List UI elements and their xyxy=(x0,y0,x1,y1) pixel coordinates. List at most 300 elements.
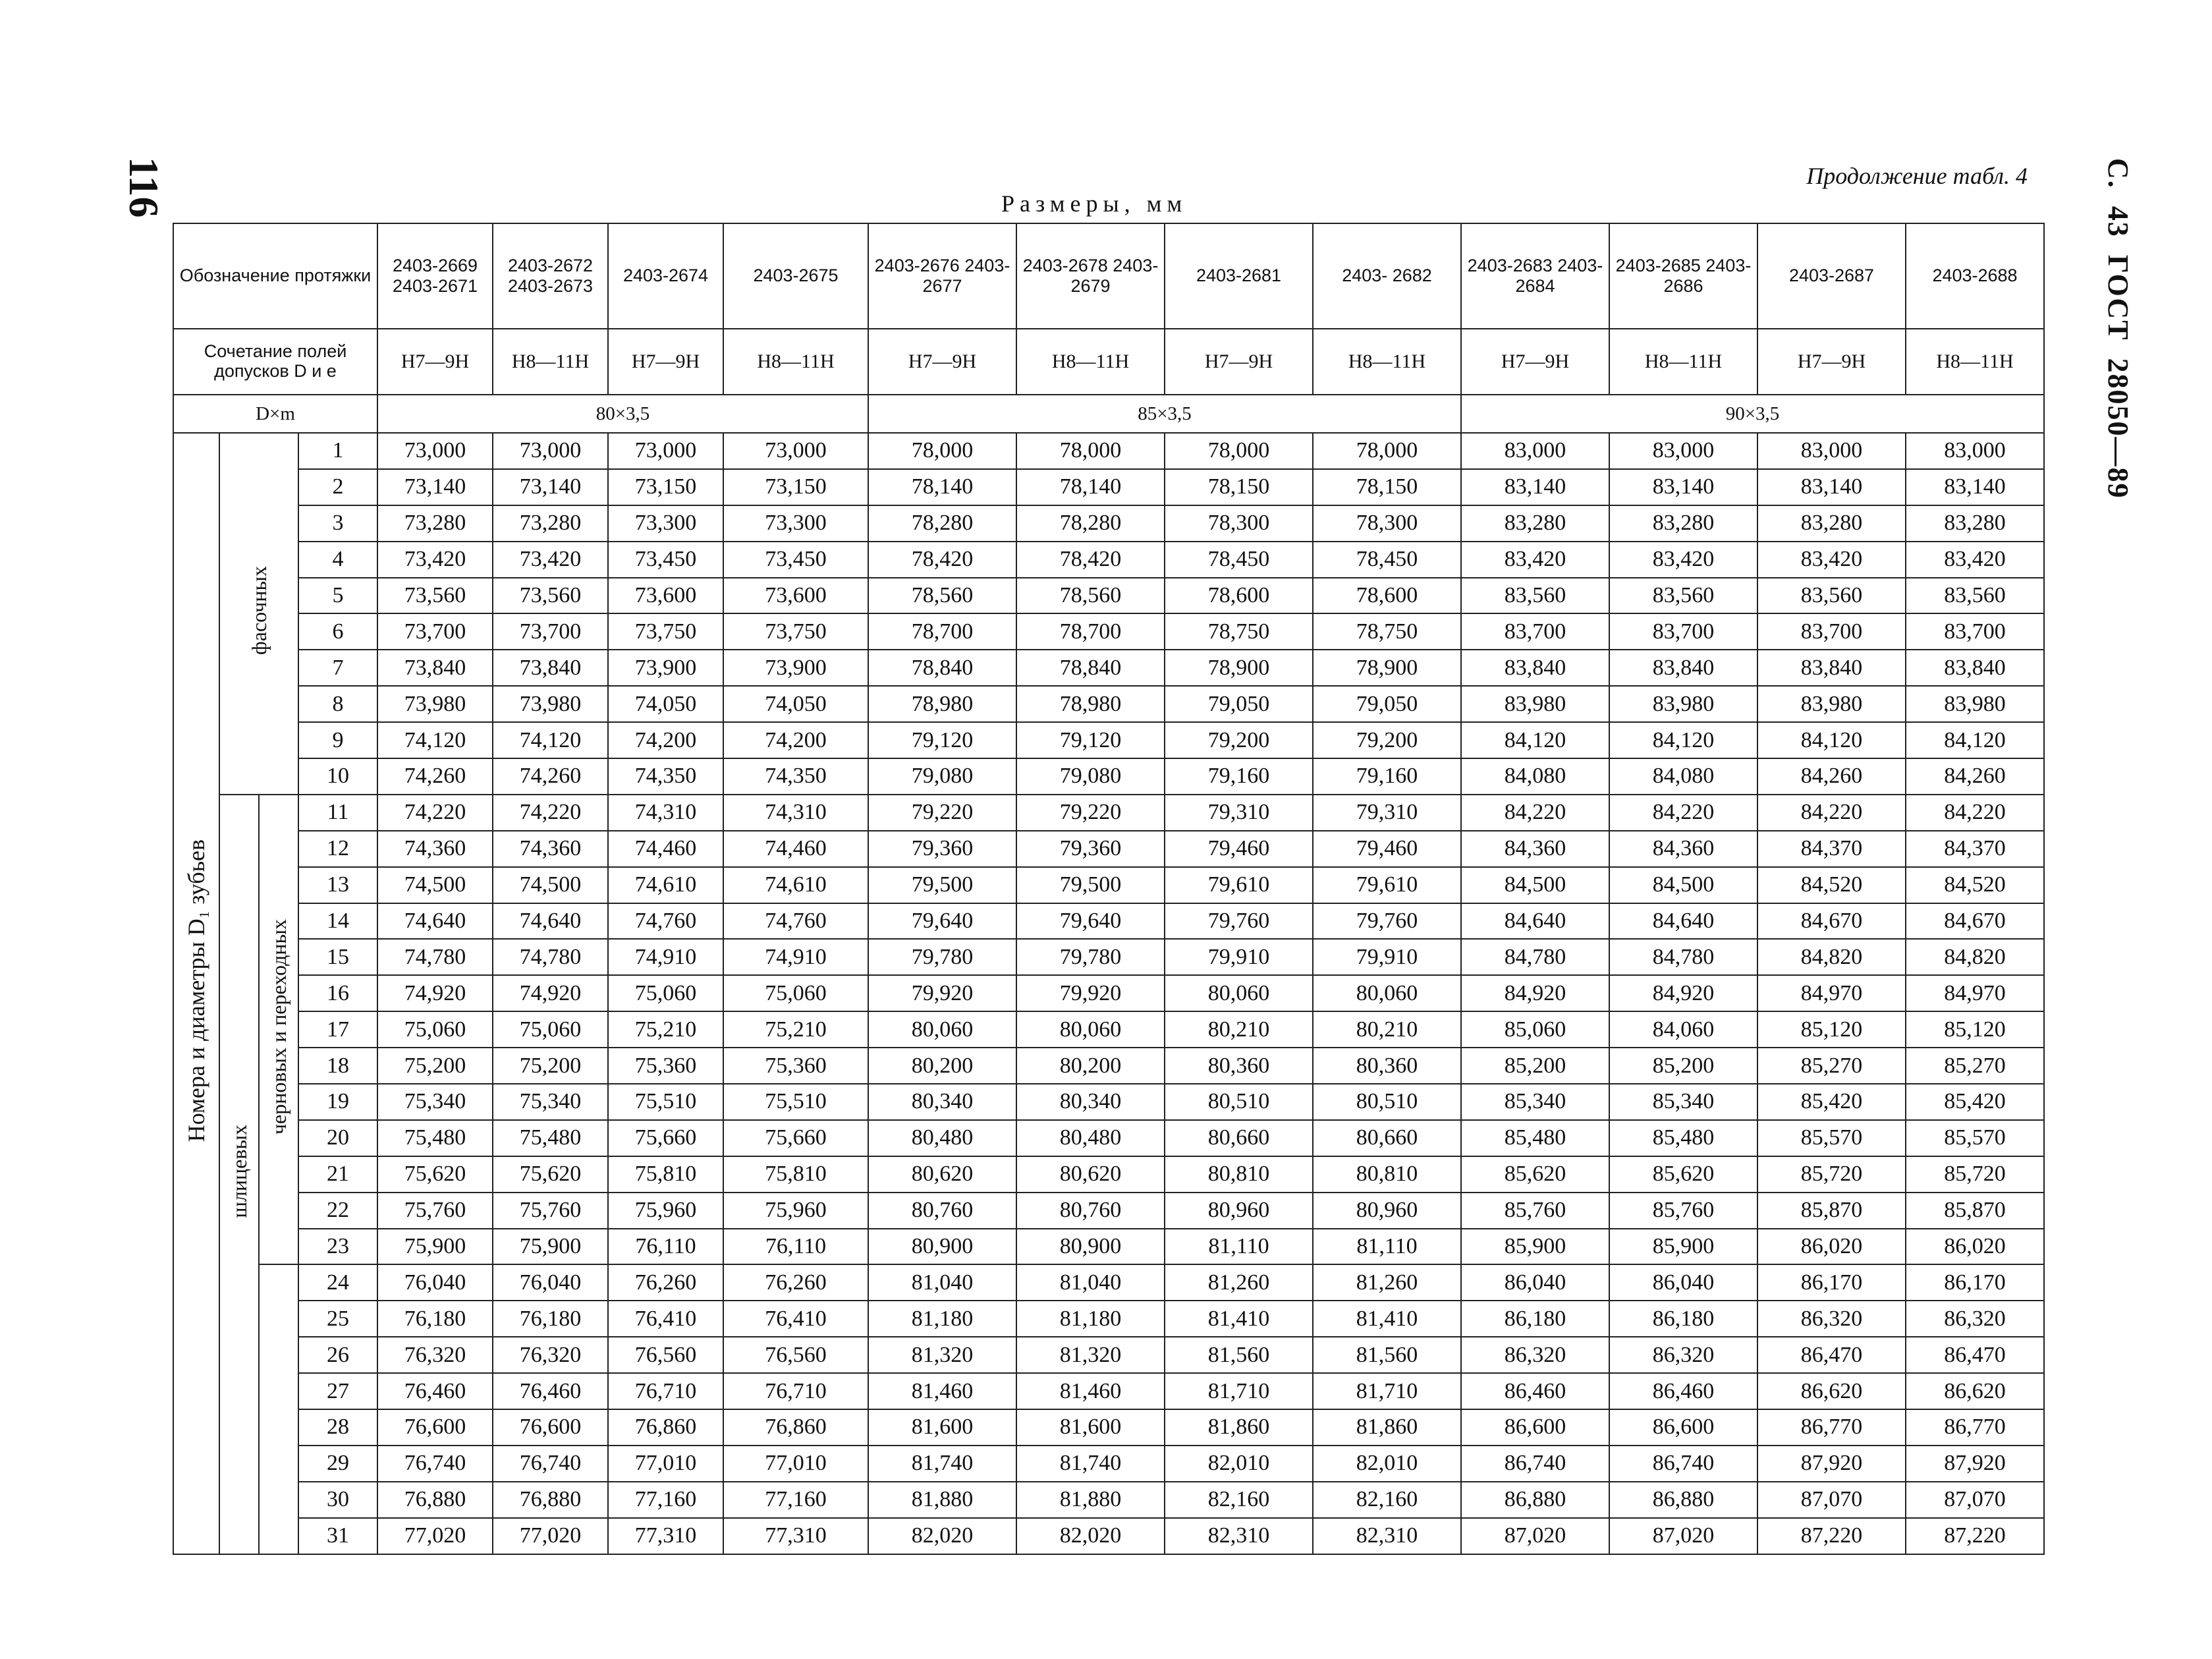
diameter-cell: 74,760 xyxy=(608,903,723,940)
diameter-cell: 82,310 xyxy=(1165,1518,1313,1554)
table-row xyxy=(173,1084,2044,1120)
diameter-cell: 73,000 xyxy=(377,433,493,469)
diameter-cell: 73,300 xyxy=(608,505,723,542)
diameter-cell: 74,050 xyxy=(723,686,868,722)
diameter-cell: 76,880 xyxy=(377,1482,493,1518)
diameter-cell: 78,140 xyxy=(868,469,1016,505)
diameter-cell: 80,660 xyxy=(1313,1120,1461,1156)
diameter-cell: 73,900 xyxy=(608,650,723,686)
diameter-cell: 75,060 xyxy=(493,1011,608,1048)
diameter-cell: 86,040 xyxy=(1609,1264,1757,1301)
rows-label-main-text: Номера и диаметры D₁ зубьев xyxy=(183,839,209,1142)
diameter-cell: 76,180 xyxy=(377,1301,493,1337)
diameter-cell: 84,970 xyxy=(1906,975,2044,1011)
diameter-cell: 74,350 xyxy=(608,758,723,795)
diameter-cell: 84,820 xyxy=(1906,939,2044,975)
diameter-cell: 74,200 xyxy=(608,722,723,758)
diameter-cell: 74,500 xyxy=(493,867,608,903)
diameter-cell: 74,260 xyxy=(493,758,608,795)
diameter-cell: 73,450 xyxy=(608,542,723,578)
diameter-cell: 79,310 xyxy=(1313,795,1461,831)
table-row xyxy=(173,1409,2044,1446)
tooth-number: 27 xyxy=(298,1373,377,1409)
diameter-cell: 83,840 xyxy=(1609,650,1757,686)
diameter-cell: 80,510 xyxy=(1313,1084,1461,1120)
diameter-cell: 80,960 xyxy=(1313,1193,1461,1229)
diameter-cell: 73,420 xyxy=(493,542,608,578)
diameter-cell: 75,760 xyxy=(377,1193,493,1229)
column-designation: 2403-2672 2403-2673 xyxy=(493,223,608,329)
diameter-cell: 80,360 xyxy=(1313,1048,1461,1084)
diameter-cell: 78,900 xyxy=(1165,650,1313,686)
diameter-cell: 84,120 xyxy=(1757,722,1906,758)
diameter-cell: 86,180 xyxy=(1609,1301,1757,1337)
table-row xyxy=(173,1373,2044,1409)
diameter-cell: 74,360 xyxy=(377,831,493,867)
diameter-cell: 80,200 xyxy=(868,1048,1016,1084)
diameter-cell: 74,050 xyxy=(608,686,723,722)
diameter-cell: 73,450 xyxy=(723,542,868,578)
diameter-cell: 79,360 xyxy=(1016,831,1165,867)
diameter-cell: 73,280 xyxy=(493,505,608,542)
column-tolerance: H8—11H xyxy=(1313,329,1461,395)
tooth-number: 23 xyxy=(298,1229,377,1265)
rows-label-splined xyxy=(219,795,259,1554)
diameter-cell: 83,140 xyxy=(1609,469,1757,505)
diameter-cell: 74,120 xyxy=(377,722,493,758)
diameter-cell: 76,410 xyxy=(723,1301,868,1337)
diameter-cell: 73,600 xyxy=(608,578,723,614)
diameter-cell: 81,110 xyxy=(1165,1229,1313,1265)
diameter-cell: 80,060 xyxy=(1016,1011,1165,1048)
diameter-cell: 85,870 xyxy=(1757,1193,1906,1229)
tooth-number: 20 xyxy=(298,1120,377,1156)
tooth-number: 2 xyxy=(298,469,377,505)
diameter-cell: 74,120 xyxy=(493,722,608,758)
diameter-cell: 75,060 xyxy=(377,1011,493,1048)
diameter-cell: 85,900 xyxy=(1609,1229,1757,1265)
diameter-cell: 83,840 xyxy=(1757,650,1906,686)
diameter-cell: 85,420 xyxy=(1906,1084,2044,1120)
rows-label-chamfer xyxy=(219,433,298,795)
column-designation: 2403-2674 xyxy=(608,223,723,329)
designation-label: Обозначение протяжки xyxy=(173,223,377,329)
diameter-cell: 85,900 xyxy=(1461,1229,1609,1265)
diameter-cell: 78,600 xyxy=(1313,578,1461,614)
diameter-cell: 87,070 xyxy=(1906,1482,2044,1518)
diameter-cell: 74,760 xyxy=(723,903,868,940)
diameter-cell: 83,140 xyxy=(1461,469,1609,505)
diameter-cell: 83,700 xyxy=(1757,613,1906,650)
diameter-cell: 86,620 xyxy=(1906,1373,2044,1409)
diameter-cell: 84,360 xyxy=(1609,831,1757,867)
diameter-cell: 87,070 xyxy=(1757,1482,1906,1518)
diameter-cell: 83,840 xyxy=(1461,650,1609,686)
diameter-cell: 86,460 xyxy=(1609,1373,1757,1409)
diameter-cell: 86,180 xyxy=(1461,1301,1609,1337)
diameter-cell: 83,140 xyxy=(1906,469,2044,505)
diameter-cell: 74,920 xyxy=(493,975,608,1011)
diameter-cell: 83,420 xyxy=(1461,542,1609,578)
diameter-cell: 74,610 xyxy=(723,867,868,903)
diameter-cell: 73,000 xyxy=(723,433,868,469)
diameter-cell: 79,080 xyxy=(1016,758,1165,795)
diameter-cell: 78,750 xyxy=(1165,613,1313,650)
diameter-cell: 76,320 xyxy=(377,1337,493,1373)
diameter-cell: 79,920 xyxy=(1016,975,1165,1011)
diameter-cell: 75,660 xyxy=(723,1120,868,1156)
diameter-cell: 78,000 xyxy=(1165,433,1313,469)
diameter-cell: 83,280 xyxy=(1757,505,1906,542)
table-row xyxy=(173,831,2044,867)
diameter-cell: 79,080 xyxy=(868,758,1016,795)
diameter-cell: 83,980 xyxy=(1757,686,1906,722)
diameter-cell: 79,640 xyxy=(1016,903,1165,940)
diameter-cell: 73,750 xyxy=(723,613,868,650)
diameter-cell: 79,920 xyxy=(868,975,1016,1011)
diameter-cell: 80,810 xyxy=(1313,1156,1461,1193)
diameter-cell: 85,340 xyxy=(1461,1084,1609,1120)
tooth-number: 13 xyxy=(298,867,377,903)
diameter-cell: 76,600 xyxy=(377,1409,493,1446)
column-designation: 2403-2687 xyxy=(1757,223,1906,329)
diameter-cell: 76,860 xyxy=(608,1409,723,1446)
tooth-number: 24 xyxy=(298,1264,377,1301)
rows-label-rough-text: черновых и переходных xyxy=(266,918,290,1135)
diameter-cell: 86,320 xyxy=(1461,1337,1609,1373)
table-row xyxy=(173,1120,2044,1156)
diameter-cell: 83,560 xyxy=(1461,578,1609,614)
table-row xyxy=(173,1156,2044,1193)
diameter-cell: 75,620 xyxy=(377,1156,493,1193)
table-row xyxy=(173,542,2044,578)
diameter-cell: 73,750 xyxy=(608,613,723,650)
tooth-number: 26 xyxy=(298,1337,377,1373)
diameter-cell: 79,500 xyxy=(1016,867,1165,903)
diameter-cell: 75,960 xyxy=(723,1193,868,1229)
diameter-cell: 78,420 xyxy=(868,542,1016,578)
diameter-cell: 81,560 xyxy=(1165,1337,1313,1373)
column-designation: 2403-2678 2403-2679 xyxy=(1016,223,1165,329)
diameter-cell: 81,460 xyxy=(1016,1373,1165,1409)
tooth-number: 4 xyxy=(298,542,377,578)
diameter-cell: 84,370 xyxy=(1906,831,2044,867)
diameter-cell: 75,810 xyxy=(608,1156,723,1193)
rows-label-rough xyxy=(259,795,298,1265)
diameter-cell: 84,780 xyxy=(1609,939,1757,975)
diameter-cell: 80,620 xyxy=(1016,1156,1165,1193)
diameter-cell: 84,670 xyxy=(1906,903,2044,940)
diameter-cell: 73,700 xyxy=(493,613,608,650)
diameter-cell: 79,160 xyxy=(1165,758,1313,795)
diameter-cell: 82,160 xyxy=(1165,1482,1313,1518)
diameter-cell: 79,760 xyxy=(1313,903,1461,940)
diameter-cell: 78,980 xyxy=(868,686,1016,722)
column-designation: 2403-2685 2403-2686 xyxy=(1609,223,1757,329)
diameter-cell: 84,360 xyxy=(1461,831,1609,867)
table-row xyxy=(173,1229,2044,1265)
diameter-cell: 77,020 xyxy=(493,1518,608,1554)
diameter-cell: 73,150 xyxy=(608,469,723,505)
tooth-number: 9 xyxy=(298,722,377,758)
diameter-cell: 84,820 xyxy=(1757,939,1906,975)
diameter-cell: 83,700 xyxy=(1461,613,1609,650)
diameter-cell: 81,600 xyxy=(1016,1409,1165,1446)
diameter-cell: 84,220 xyxy=(1906,795,2044,831)
diameter-cell: 80,760 xyxy=(1016,1193,1165,1229)
diameter-cell: 81,180 xyxy=(1016,1301,1165,1337)
diameter-cell: 85,420 xyxy=(1757,1084,1906,1120)
diameter-cell: 85,120 xyxy=(1757,1011,1906,1048)
diameter-cell: 77,310 xyxy=(723,1518,868,1554)
diameter-cell: 86,460 xyxy=(1461,1373,1609,1409)
diameter-cell: 78,700 xyxy=(1016,613,1165,650)
diameter-cell: 74,310 xyxy=(608,795,723,831)
diameter-cell: 80,210 xyxy=(1313,1011,1461,1048)
diameter-cell: 79,460 xyxy=(1165,831,1313,867)
diameter-cell: 84,640 xyxy=(1609,903,1757,940)
diameter-cell: 86,740 xyxy=(1609,1446,1757,1482)
diameter-cell: 75,340 xyxy=(493,1084,608,1120)
diameter-cell: 76,410 xyxy=(608,1301,723,1337)
diameter-cell: 76,710 xyxy=(723,1373,868,1409)
table-row xyxy=(173,578,2044,614)
diameter-cell: 75,510 xyxy=(723,1084,868,1120)
diameter-cell: 79,220 xyxy=(1016,795,1165,831)
diameter-cell: 83,000 xyxy=(1609,433,1757,469)
diameter-cell: 78,450 xyxy=(1165,542,1313,578)
diameter-cell: 73,560 xyxy=(377,578,493,614)
tooth-number: 21 xyxy=(298,1156,377,1193)
diameter-cell: 74,780 xyxy=(493,939,608,975)
column-designation: 2403-2676 2403-2677 xyxy=(868,223,1016,329)
diameter-cell: 77,010 xyxy=(608,1446,723,1482)
diameter-cell: 76,600 xyxy=(493,1409,608,1446)
diameter-cell: 86,170 xyxy=(1757,1264,1906,1301)
diameter-cell: 80,760 xyxy=(868,1193,1016,1229)
diameter-cell: 81,260 xyxy=(1313,1264,1461,1301)
rows-label-main xyxy=(173,433,219,1554)
diameter-cell: 74,910 xyxy=(723,939,868,975)
diameter-cell: 78,300 xyxy=(1165,505,1313,542)
diameter-cell: 87,020 xyxy=(1461,1518,1609,1554)
diameter-cell: 87,220 xyxy=(1906,1518,2044,1554)
diameter-cell: 81,860 xyxy=(1313,1409,1461,1446)
diameter-cell: 87,020 xyxy=(1609,1518,1757,1554)
diameter-cell: 74,910 xyxy=(608,939,723,975)
tooth-number: 25 xyxy=(298,1301,377,1337)
tooth-number: 15 xyxy=(298,939,377,975)
diameter-cell: 77,160 xyxy=(608,1482,723,1518)
diameter-cell: 83,700 xyxy=(1609,613,1757,650)
diameter-cell: 79,220 xyxy=(868,795,1016,831)
diameter-cell: 73,150 xyxy=(723,469,868,505)
column-tolerance: H7—9H xyxy=(1461,329,1609,395)
table-row xyxy=(173,686,2044,722)
table-row xyxy=(173,975,2044,1011)
diameter-cell: 75,060 xyxy=(723,975,868,1011)
diameter-cell: 83,420 xyxy=(1906,542,2044,578)
diameter-cell: 76,460 xyxy=(377,1373,493,1409)
tooth-number: 28 xyxy=(298,1409,377,1446)
diameter-cell: 81,110 xyxy=(1313,1229,1461,1265)
diameter-cell: 78,140 xyxy=(1016,469,1165,505)
diameter-cell: 83,980 xyxy=(1609,686,1757,722)
diameter-cell: 78,150 xyxy=(1313,469,1461,505)
diameter-cell: 83,560 xyxy=(1609,578,1757,614)
diameter-cell: 75,360 xyxy=(608,1048,723,1084)
diameter-cell: 75,660 xyxy=(608,1120,723,1156)
diameter-cell: 80,900 xyxy=(868,1229,1016,1265)
diameter-cell: 76,710 xyxy=(608,1373,723,1409)
diameter-cell: 73,700 xyxy=(377,613,493,650)
diameter-cell: 78,280 xyxy=(868,505,1016,542)
diameter-cell: 78,450 xyxy=(1313,542,1461,578)
diameter-cell: 87,920 xyxy=(1757,1446,1906,1482)
diameter-cell: 86,740 xyxy=(1461,1446,1609,1482)
diameter-cell: 73,300 xyxy=(723,505,868,542)
tooth-number: 6 xyxy=(298,613,377,650)
diameter-cell: 79,050 xyxy=(1313,686,1461,722)
diameter-cell: 85,120 xyxy=(1906,1011,2044,1048)
diameter-cell: 86,880 xyxy=(1609,1482,1757,1518)
diameter-cell: 78,000 xyxy=(868,433,1016,469)
diameter-cell: 83,420 xyxy=(1757,542,1906,578)
table-row xyxy=(173,433,2044,469)
diameter-cell: 80,060 xyxy=(868,1011,1016,1048)
diameter-cell: 82,020 xyxy=(1016,1518,1165,1554)
diameter-cell: 79,050 xyxy=(1165,686,1313,722)
diameter-cell: 78,840 xyxy=(1016,650,1165,686)
diameter-cell: 84,640 xyxy=(1461,903,1609,940)
diameter-cell: 76,860 xyxy=(723,1409,868,1446)
diameter-cell: 81,320 xyxy=(868,1337,1016,1373)
diameter-cell: 81,040 xyxy=(1016,1264,1165,1301)
diameter-cell: 80,340 xyxy=(868,1084,1016,1120)
diameter-cell: 83,980 xyxy=(1461,686,1609,722)
diameter-cell: 75,210 xyxy=(608,1011,723,1048)
diameter-cell: 84,780 xyxy=(1461,939,1609,975)
diameter-cell: 75,200 xyxy=(377,1048,493,1084)
diameter-cell: 84,120 xyxy=(1609,722,1757,758)
tooth-number: 14 xyxy=(298,903,377,940)
diameter-cell: 86,040 xyxy=(1461,1264,1609,1301)
diameter-cell: 78,980 xyxy=(1016,686,1165,722)
diameter-cell: 80,210 xyxy=(1165,1011,1313,1048)
table-row xyxy=(173,1264,2044,1301)
diameter-cell: 83,000 xyxy=(1461,433,1609,469)
diameter-cell: 84,920 xyxy=(1461,975,1609,1011)
diameter-cell: 83,000 xyxy=(1906,433,2044,469)
diameter-cell: 87,220 xyxy=(1757,1518,1906,1554)
column-designation: 2403-2688 xyxy=(1906,223,2044,329)
diameter-cell: 85,200 xyxy=(1609,1048,1757,1084)
diameter-cell: 79,200 xyxy=(1313,722,1461,758)
diameter-cell: 77,010 xyxy=(723,1446,868,1482)
diameter-cell: 79,780 xyxy=(868,939,1016,975)
diameter-cell: 77,160 xyxy=(723,1482,868,1518)
diameter-cell: 80,660 xyxy=(1165,1120,1313,1156)
diameter-cell: 85,620 xyxy=(1609,1156,1757,1193)
table-body xyxy=(173,223,2044,1554)
diameter-cell: 85,720 xyxy=(1757,1156,1906,1193)
diameter-cell: 86,770 xyxy=(1906,1409,2044,1446)
diameter-cell: 81,880 xyxy=(868,1482,1016,1518)
diameter-cell: 78,000 xyxy=(1016,433,1165,469)
diameter-cell: 81,860 xyxy=(1165,1409,1313,1446)
diameter-cell: 76,740 xyxy=(377,1446,493,1482)
standard-reference: С. 43 ГОСТ 28050—89 xyxy=(2102,158,2134,499)
diameter-cell: 86,020 xyxy=(1757,1229,1906,1265)
diameter-cell: 76,880 xyxy=(493,1482,608,1518)
diameter-cell: 77,310 xyxy=(608,1518,723,1554)
table-row xyxy=(173,722,2044,758)
tooth-number: 5 xyxy=(298,578,377,614)
tooth-number: 1 xyxy=(298,433,377,469)
diameter-cell: 86,600 xyxy=(1461,1409,1609,1446)
diameter-cell: 84,080 xyxy=(1609,758,1757,795)
column-designation: 2403-2675 xyxy=(723,223,868,329)
diameter-cell: 83,000 xyxy=(1757,433,1906,469)
table-row xyxy=(173,505,2044,542)
diameter-cell: 78,420 xyxy=(1016,542,1165,578)
diameter-cell: 85,340 xyxy=(1609,1084,1757,1120)
diameter-cell: 84,120 xyxy=(1906,722,2044,758)
diameter-cell: 78,560 xyxy=(1016,578,1165,614)
tooth-number: 17 xyxy=(298,1011,377,1048)
diameter-cell: 78,600 xyxy=(1165,578,1313,614)
diameter-cell: 73,140 xyxy=(377,469,493,505)
diameter-cell: 84,500 xyxy=(1461,867,1609,903)
table-row xyxy=(173,1011,2044,1048)
diameter-cell: 73,900 xyxy=(723,650,868,686)
diameter-cell: 79,460 xyxy=(1313,831,1461,867)
diameter-cell: 76,560 xyxy=(723,1337,868,1373)
diameter-cell: 79,610 xyxy=(1313,867,1461,903)
diameter-cell: 85,570 xyxy=(1757,1120,1906,1156)
diameter-cell: 81,260 xyxy=(1165,1264,1313,1301)
tooth-number: 8 xyxy=(298,686,377,722)
diameter-cell: 82,160 xyxy=(1313,1482,1461,1518)
diameter-cell: 73,140 xyxy=(493,469,608,505)
diameter-cell: 79,640 xyxy=(868,903,1016,940)
column-tolerance: H7—9H xyxy=(377,329,493,395)
diameter-cell: 84,120 xyxy=(1461,722,1609,758)
diameter-cell: 76,260 xyxy=(608,1264,723,1301)
diameter-cell: 87,920 xyxy=(1906,1446,2044,1482)
rows-label-blank xyxy=(259,1264,298,1554)
tooth-number: 16 xyxy=(298,975,377,1011)
table-row xyxy=(173,903,2044,940)
dxm-group: 90×3,5 xyxy=(1461,395,2044,433)
diameter-cell: 86,320 xyxy=(1757,1301,1906,1337)
page-number: 116 xyxy=(121,157,167,218)
diameter-cell: 86,320 xyxy=(1906,1301,2044,1337)
diameter-cell: 84,260 xyxy=(1906,758,2044,795)
dxm-group: 80×3,5 xyxy=(377,395,868,433)
diameter-cell: 80,620 xyxy=(868,1156,1016,1193)
table-row xyxy=(173,1518,2044,1554)
diameter-cell: 83,280 xyxy=(1906,505,2044,542)
tooth-number: 31 xyxy=(298,1518,377,1554)
diameter-cell: 74,220 xyxy=(377,795,493,831)
diameter-cell: 75,760 xyxy=(493,1193,608,1229)
diameter-cell: 85,200 xyxy=(1461,1048,1609,1084)
diameter-cell: 83,280 xyxy=(1461,505,1609,542)
diameter-cell: 78,150 xyxy=(1165,469,1313,505)
column-tolerance: H8—11H xyxy=(1906,329,2044,395)
diameter-cell: 78,000 xyxy=(1313,433,1461,469)
